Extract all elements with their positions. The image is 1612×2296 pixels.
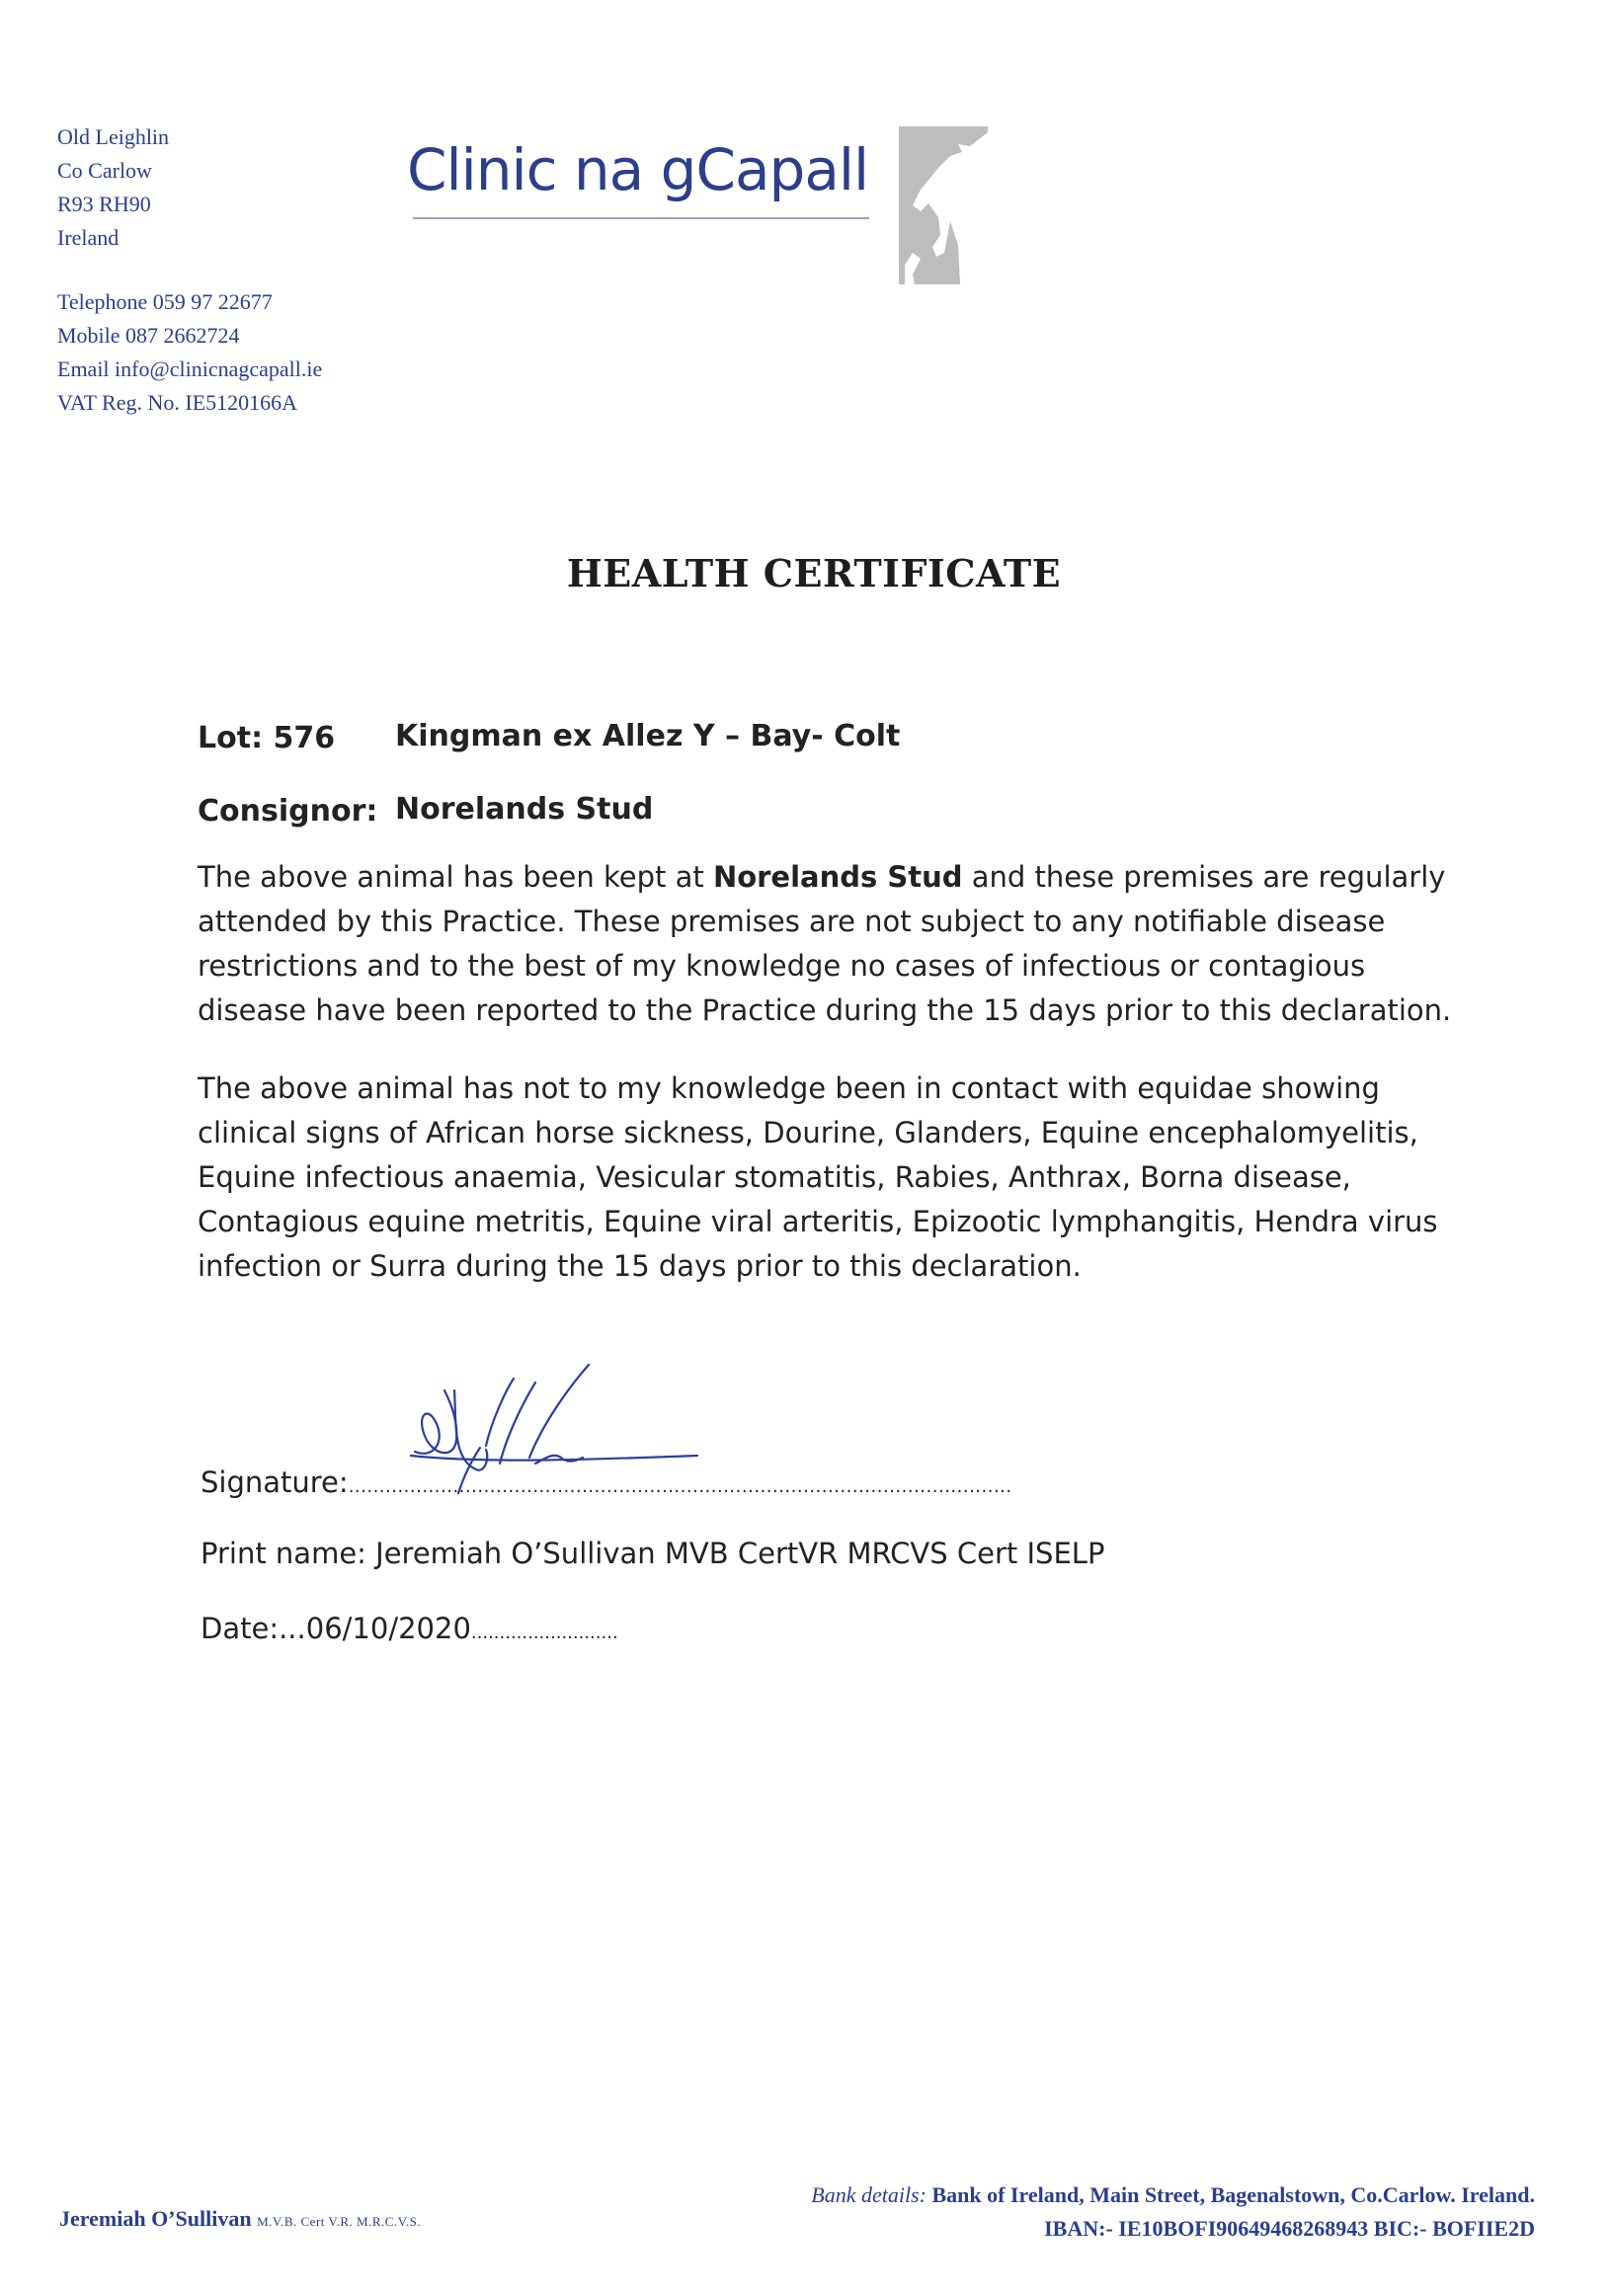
print-name-field: Print name: Jeremiah O’Sullivan MVB CertVR MRCVS Cert ISELP: [201, 1537, 1105, 1570]
premises-declaration-paragraph: The above animal has been kept at Norelands Stud and these premises are regularly attended by this Practice. These premises are not subject to any notifiable disease restrictions and to the best of my knowledge no cases of infectious or contagious disease have been reported to the Practice during the 15 days prior to this declaration.: [198, 860, 1452, 1027]
address-line: Old Leighlin: [57, 124, 170, 149]
page-title: HEALTH CERTIFICATE: [566, 551, 1062, 595]
footer-bank-details: [811, 2178, 1535, 2246]
address-line: Co Carlow: [57, 158, 152, 183]
mobile-line: Mobile 087 2662724: [57, 323, 240, 348]
premises-name: Norelands Stud: [712, 860, 963, 894]
date-dots: ..........................: [470, 1623, 618, 1643]
consignor-value: Norelands Stud: [395, 792, 654, 827]
bank-details-value: Bank of Ireland, Main Street, Bagenalstown, Co.Carlow. Ireland.: [931, 2182, 1535, 2207]
clinic-logo-text: Clinic na gCapall: [407, 136, 869, 203]
email-line: Email info@clinicnagcapall.ie: [57, 356, 323, 381]
contact-block: [57, 285, 322, 420]
lot-label: Lot: 576: [198, 721, 336, 755]
address-line: R93 RH90: [57, 192, 151, 216]
horse-logo-icon: [899, 126, 988, 284]
signature-label: Signature:: [201, 1465, 349, 1499]
signature-field: [201, 1465, 1012, 1499]
logo-underline: [413, 217, 869, 219]
consignor-label: Consignor:: [198, 794, 378, 829]
date-value: 06/10/2020: [305, 1612, 471, 1645]
iban-bic-line: IBAN:- IE10BOFI90649468268943 BIC:- BOFIIE2D: [1044, 2216, 1535, 2241]
date-field: Date:...06/10/2020..........................: [201, 1612, 618, 1645]
telephone-line: Telephone 059 97 22677: [57, 289, 273, 314]
lot-value: Kingman ex Allez Y – Bay- Colt: [395, 719, 901, 753]
address-line: Ireland: [57, 225, 120, 250]
address-block: [57, 120, 169, 255]
contact-declaration-paragraph: The above animal has not to my knowledge been in contact with equidae showing clinical signs of African horse sickness, Dourine, Glanders, Equine encephalomyelitis, Equine infectious anaemia, Vesicular stomatitis, Rabies, Anthrax, Borna disease, Contagious equine metritis, Equine viral arteritis, Epizootic lymphangitis, Hendra virus infection or Surra during the 15 days prior to this declaration.: [198, 1071, 1438, 1283]
footer-vet-name: Jeremiah O’Sullivan M.V.B. Cert V.R. M.R.C.V.S.: [59, 2206, 422, 2231]
bank-details-label: Bank details:: [811, 2182, 927, 2207]
signature-dots: ............................................................................................................: [348, 1476, 1012, 1497]
vat-line: VAT Reg. No. IE5120166A: [57, 390, 298, 415]
footer-qualifications: M.V.B. Cert V.R. M.R.C.V.S.: [257, 2214, 422, 2229]
